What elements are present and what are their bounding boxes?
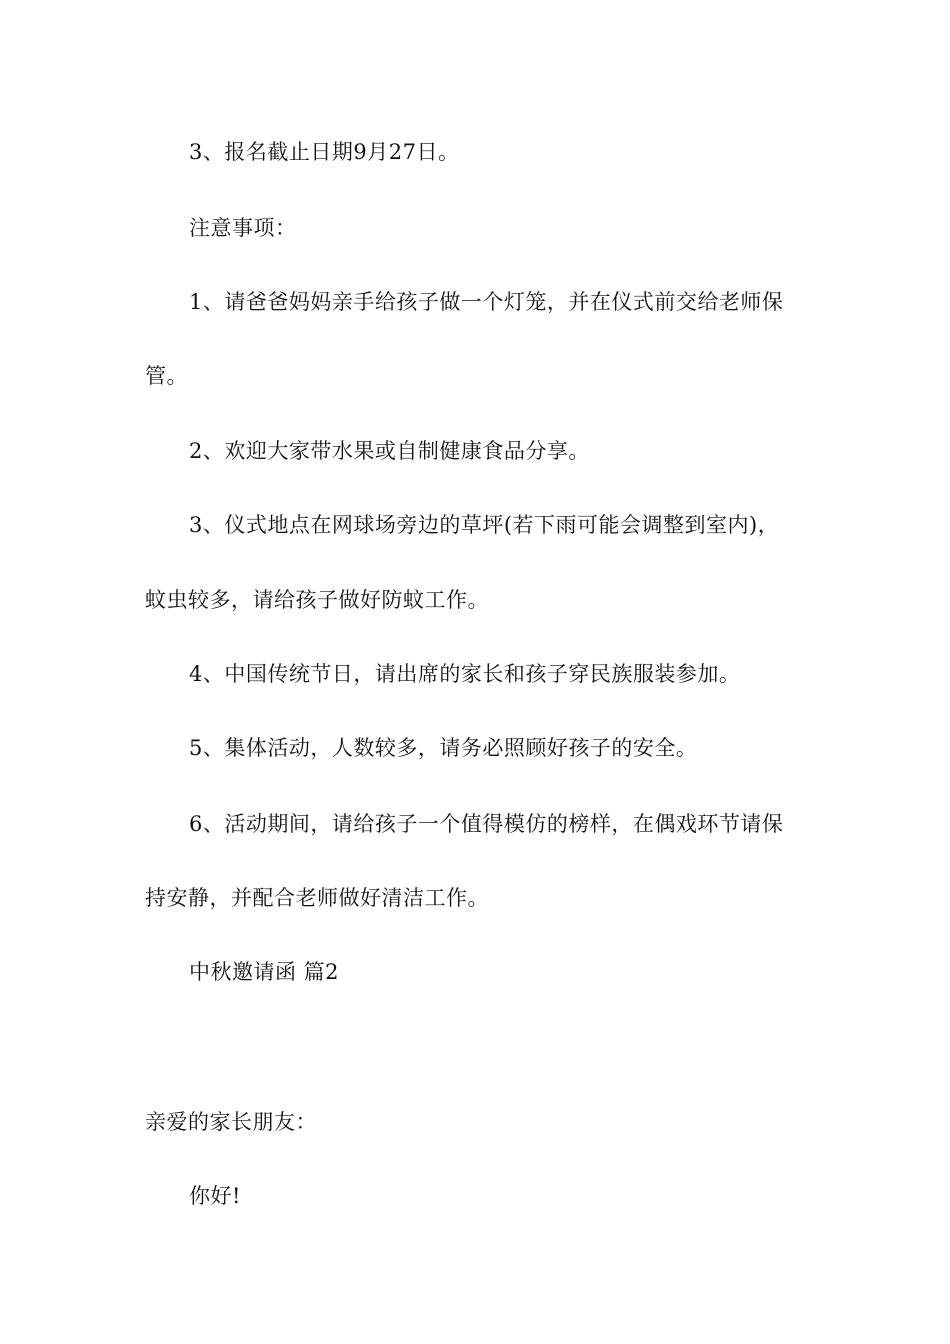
deadline-item: 3、报名截止日期9月27日。 [189, 140, 460, 164]
greeting: 你好! [189, 1184, 241, 1208]
salutation: 亲爱的家长朋友： [145, 1110, 317, 1134]
note-6-line-1: 6、活动期间，请给孩子一个值得模仿的榜样，在偶戏环节请保 [189, 812, 784, 836]
note-5: 5、集体活动，人数较多，请务必照顾好孩子的安全。 [189, 736, 698, 760]
note-2: 2、欢迎大家带水果或自制健康食品分享。 [189, 439, 590, 463]
note-3-line-1: 3、仪式地点在网球场旁边的草坪(若下雨可能会调整到室内)， [189, 513, 780, 537]
note-6-line-2: 持安静，并配合老师做好清洁工作。 [145, 886, 489, 910]
note-1-line-2: 管。 [145, 364, 188, 388]
notes-heading: 注意事项： [189, 216, 297, 240]
note-1-line-1: 1、请爸爸妈妈亲手给孩子做一个灯笼，并在仪式前交给老师保 [189, 290, 784, 314]
note-3-line-2: 蚊虫较多，请给孩子做好防蚊工作。 [145, 588, 489, 612]
note-4: 4、中国传统节日，请出席的家长和孩子穿民族服装参加。 [189, 662, 741, 686]
section-title: 中秋邀请函 篇2 [189, 960, 340, 984]
